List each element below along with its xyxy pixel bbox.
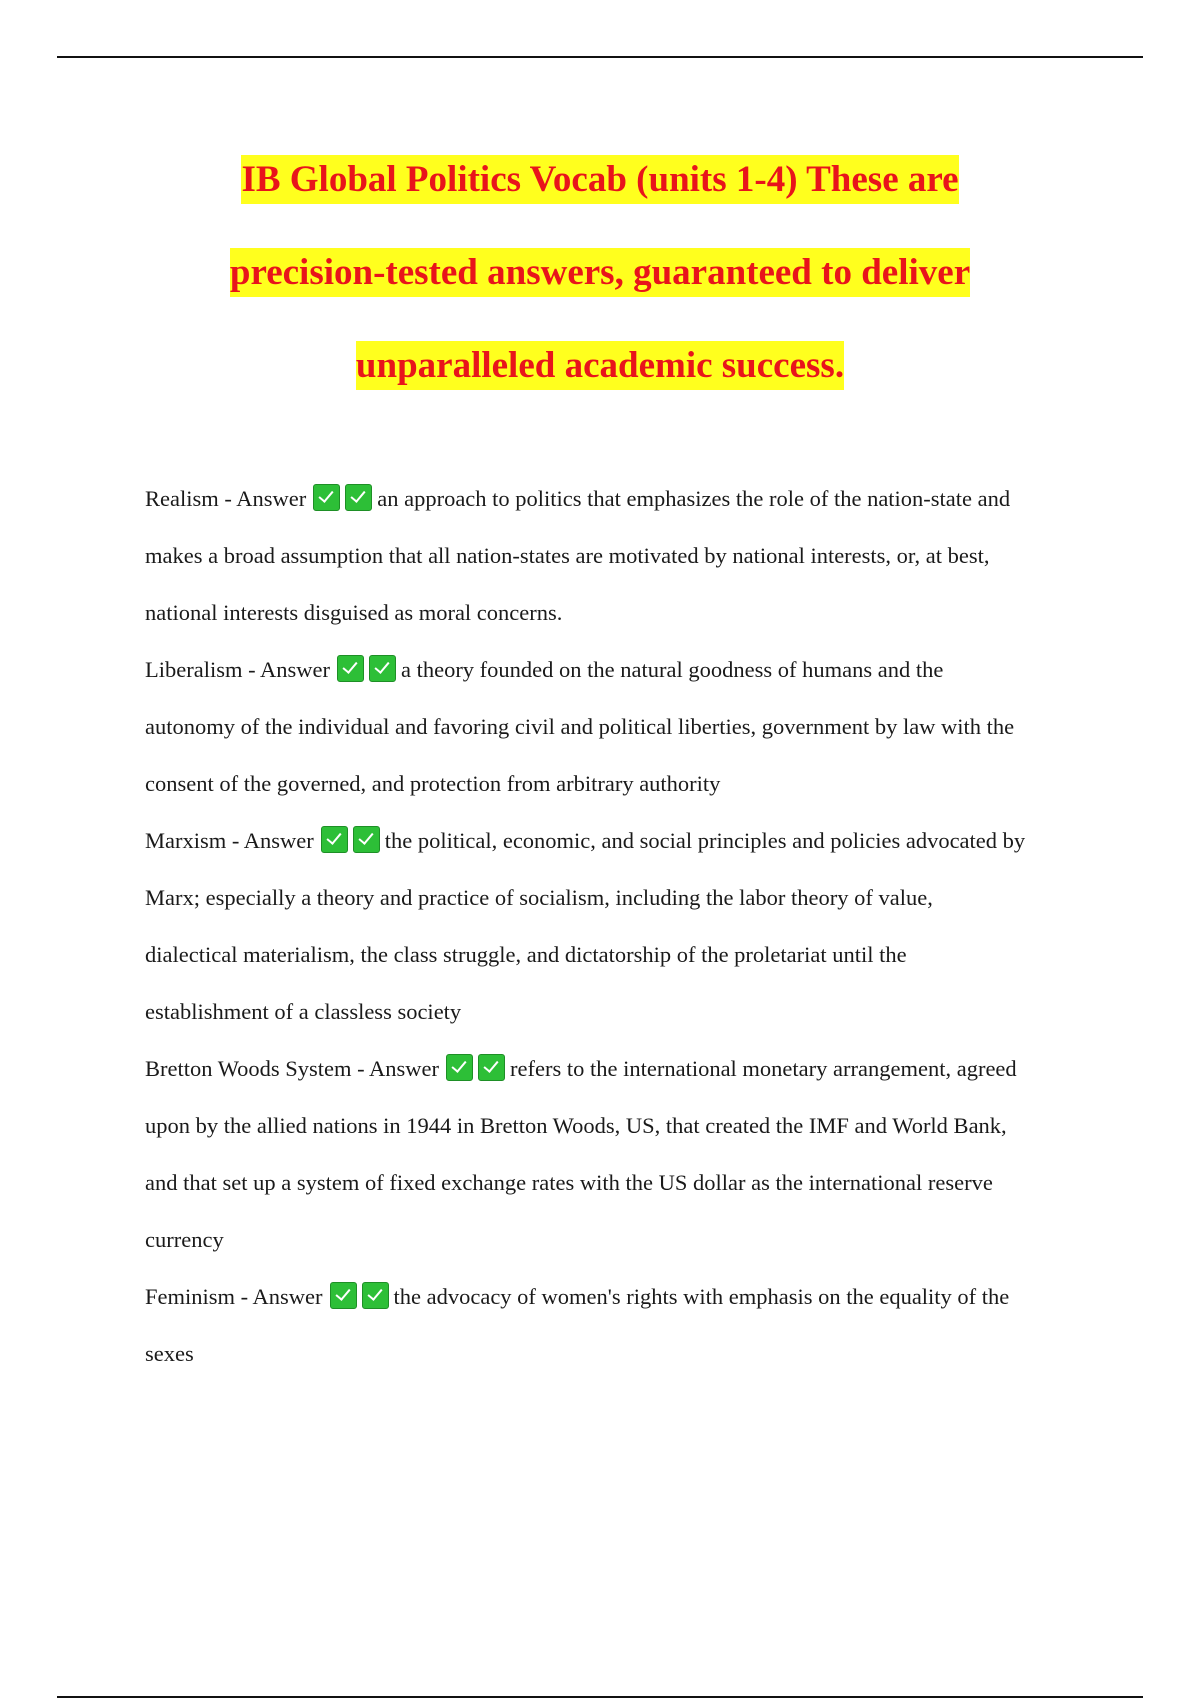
entry-definition: autonomy of the individual and favoring civil and political liberties, government by law with the xyxy=(145,714,1015,739)
entry-definition: sexes xyxy=(145,1341,194,1366)
check-mark-icon xyxy=(369,655,396,682)
entry-term: Marxism - Answer xyxy=(145,828,314,853)
entry-definition: refers to the international monetary arrangement, agreed xyxy=(510,1056,1017,1081)
check-mark-icon xyxy=(446,1054,473,1081)
vocab-entry-bretton-woods xyxy=(145,1040,1095,1268)
entry-definition: Marx; especially a theory and practice of socialism, including the labor theory of value, xyxy=(145,885,933,910)
entry-definition: a theory founded on the natural goodness of humans and the xyxy=(400,657,944,682)
entry-first-line xyxy=(145,812,1095,869)
entry-first-line xyxy=(145,641,1095,698)
entry-definition: currency xyxy=(145,1227,224,1252)
check-mark-icon xyxy=(313,484,340,511)
entry-definition: upon by the allied nations in 1944 in Bretton Woods, US, that created the IMF and World Bank, xyxy=(145,1113,1007,1138)
vocab-list xyxy=(145,470,1095,1382)
entry-term: Feminism - Answer xyxy=(145,1284,323,1309)
header-rule xyxy=(57,56,1143,58)
entry-definition: an approach to politics that emphasizes the role of the nation-state and xyxy=(377,486,1011,511)
title-line-2: precision-tested answers, guaranteed to deliver xyxy=(100,226,1100,319)
title-line-3: unparalleled academic success. xyxy=(100,319,1100,412)
footer-rule xyxy=(57,1696,1143,1698)
entry-term: Realism - Answer xyxy=(145,486,307,511)
check-mark-icon xyxy=(321,826,348,853)
check-mark-icon xyxy=(337,655,364,682)
check-mark-icon xyxy=(362,1282,389,1309)
entry-definition: and that set up a system of fixed exchange rates with the US dollar as the international reserve xyxy=(145,1170,993,1195)
entry-definition: dialectical materialism, the class struggle, and dictatorship of the proletariat until the xyxy=(145,942,907,967)
entry-first-line xyxy=(145,470,1095,527)
check-mark-icon xyxy=(330,1282,357,1309)
entry-term: Liberalism - Answer xyxy=(145,657,330,682)
check-mark-icon xyxy=(478,1054,505,1081)
entry-definition: national interests disguised as moral concerns. xyxy=(145,600,563,625)
entry-term: Bretton Woods System - Answer xyxy=(145,1056,440,1081)
check-mark-icon xyxy=(353,826,380,853)
check-mark-icon xyxy=(345,484,372,511)
vocab-entry-marxism xyxy=(145,812,1095,1040)
vocab-entry-feminism xyxy=(145,1268,1095,1382)
entry-definition: the advocacy of women's rights with emphasis on the equality of the xyxy=(393,1284,1010,1309)
entry-first-line xyxy=(145,1040,1095,1097)
vocab-entry-realism xyxy=(145,470,1095,641)
entry-definition: the political, economic, and social principles and policies advocated by xyxy=(384,828,1026,853)
entry-definition: makes a broad assumption that all nation-states are motivated by national interests, or, at best, xyxy=(145,543,990,568)
document-title xyxy=(100,133,1100,412)
entry-first-line xyxy=(145,1268,1095,1325)
vocab-entry-liberalism xyxy=(145,641,1095,812)
entry-definition: consent of the governed, and protection from arbitrary authority xyxy=(145,771,721,796)
title-line-1: IB Global Politics Vocab (units 1-4) These are xyxy=(100,133,1100,226)
entry-definition: establishment of a classless society xyxy=(145,999,462,1024)
